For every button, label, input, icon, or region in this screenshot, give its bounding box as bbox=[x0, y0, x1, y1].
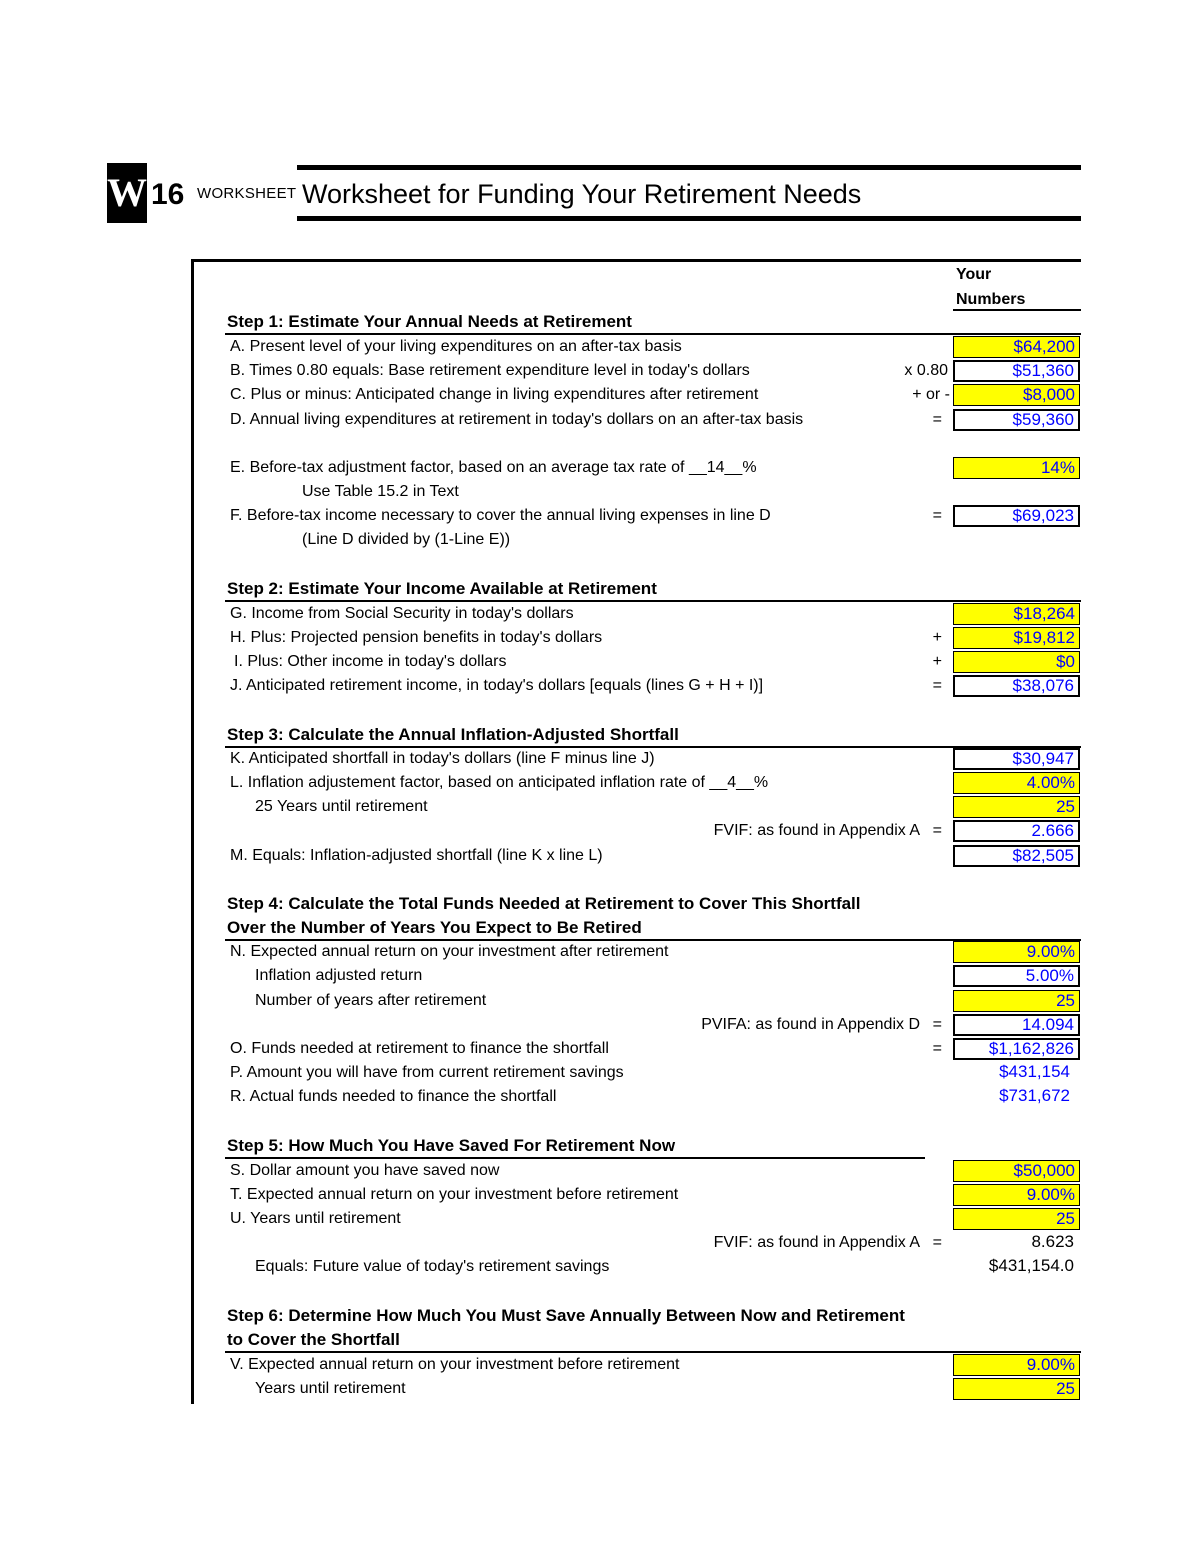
line-n-value[interactable]: 9.00% bbox=[953, 941, 1080, 963]
line-f-note: (Line D divided by (1-Line E)) bbox=[302, 531, 511, 548]
inflation-adjusted-return-value: 5.00% bbox=[953, 965, 1080, 987]
title-rule-bottom bbox=[297, 216, 1081, 221]
worksheet-badge-letter: W bbox=[107, 163, 147, 223]
step1-title: Step 1: Estimate Your Annual Needs at Retirement bbox=[227, 312, 632, 331]
line-s-label: S. Dollar amount you have saved now bbox=[230, 1162, 500, 1179]
years-after-retirement-value[interactable]: 25 bbox=[953, 990, 1080, 1012]
step5-fvif-operator: = bbox=[932, 1234, 942, 1251]
line-p-label: P. Amount you will have from current retirement savings bbox=[230, 1064, 624, 1081]
step5-fvif-label: FVIF: as found in Appendix A bbox=[713, 1234, 920, 1251]
step6-years-value[interactable]: 25 bbox=[953, 1378, 1080, 1400]
step6-title-line1: Step 6: Determine How Much You Must Save Annually Between Now and Retirement bbox=[227, 1306, 905, 1325]
column-header-your-numbers bbox=[956, 262, 1025, 312]
step4-title-line2: Over the Number of Years You Expect to Be Retired bbox=[227, 918, 642, 937]
line-n-label: N. Expected annual return on your investment after retirement bbox=[230, 943, 669, 960]
line-a-label: A. Present level of your living expenditures on an after-tax basis bbox=[230, 338, 682, 355]
title-rule-top bbox=[297, 165, 1081, 170]
line-d-value: $59,360 bbox=[953, 409, 1080, 431]
column-header-line2: Numbers bbox=[956, 291, 1026, 308]
page-title: Worksheet for Funding Your Retirement Needs bbox=[302, 179, 862, 209]
line-j-operator: = bbox=[932, 677, 942, 694]
line-u-value[interactable]: 25 bbox=[953, 1208, 1080, 1230]
line-c-operator: + or - bbox=[912, 386, 950, 403]
step3-title: Step 3: Calculate the Annual Inflation-Adjusted Shortfall bbox=[227, 725, 679, 744]
line-c-label: C. Plus or minus: Anticipated change in living expenditures after retirement bbox=[230, 386, 759, 403]
worksheet-frame-top bbox=[192, 259, 1081, 262]
pvifa-value: 14.094 bbox=[953, 1014, 1080, 1036]
line-t-value[interactable]: 9.00% bbox=[953, 1184, 1080, 1206]
column-header-line1: Your bbox=[956, 266, 992, 283]
line-i-operator: + bbox=[932, 653, 942, 670]
line-k-value: $30,947 bbox=[953, 748, 1080, 770]
line-o-operator: = bbox=[932, 1040, 942, 1057]
line-b-label: B. Times 0.80 equals: Base retirement expenditure level in today's dollars bbox=[230, 362, 750, 379]
line-i-value[interactable]: $0 bbox=[953, 651, 1080, 673]
step6-years-label: Years until retirement bbox=[255, 1380, 406, 1397]
line-h-value[interactable]: $19,812 bbox=[953, 627, 1080, 649]
line-f-operator: = bbox=[932, 507, 942, 524]
line-t-label: T. Expected annual return on your investment before retirement bbox=[230, 1186, 679, 1203]
line-u-label: U. Years until retirement bbox=[230, 1210, 401, 1227]
line-r-label: R. Actual funds needed to finance the shortfall bbox=[230, 1088, 557, 1105]
line-k-label: K. Anticipated shortfall in today's dollars (line F minus line J) bbox=[230, 750, 655, 767]
years-until-retirement-value[interactable]: 25 bbox=[953, 796, 1080, 818]
line-v-label: V. Expected annual return on your investment before retirement bbox=[230, 1356, 680, 1373]
line-p-value: $431,154 bbox=[999, 1062, 1070, 1081]
line-j-value: $38,076 bbox=[953, 675, 1080, 697]
line-o-value: $1,162,826 bbox=[953, 1038, 1080, 1060]
fvif-operator: = bbox=[932, 822, 942, 839]
line-h-operator: + bbox=[932, 629, 942, 646]
line-d-operator: = bbox=[932, 411, 942, 428]
line-b-operator: x 0.80 bbox=[904, 362, 948, 379]
fvif-value: 2.666 bbox=[953, 820, 1080, 842]
step2-title: Step 2: Estimate Your Income Available at Retirement bbox=[227, 579, 657, 598]
step6-title-line2: to Cover the Shortfall bbox=[227, 1330, 400, 1349]
line-r-value: $731,672 bbox=[999, 1086, 1070, 1105]
line-g-value[interactable]: $18,264 bbox=[953, 603, 1080, 625]
future-value-savings-label: Equals: Future value of today's retirement savings bbox=[255, 1258, 610, 1275]
line-m-label: M. Equals: Inflation-adjusted shortfall (line K x line L) bbox=[230, 847, 603, 864]
column-header-underline bbox=[953, 309, 1081, 311]
line-s-value[interactable]: $50,000 bbox=[953, 1160, 1080, 1182]
worksheet-frame-left bbox=[191, 259, 194, 1404]
pvifa-label: PVIFA: as found in Appendix D bbox=[701, 1016, 920, 1033]
line-f-value: $69,023 bbox=[953, 505, 1080, 527]
line-h-label: H. Plus: Projected pension benefits in today's dollars bbox=[230, 629, 603, 646]
line-e-value[interactable]: 14% bbox=[953, 457, 1080, 479]
inflation-adjusted-return-label: Inflation adjusted return bbox=[255, 967, 423, 984]
line-e-label: E. Before-tax adjustment factor, based on an average tax rate of __14__% bbox=[230, 459, 757, 476]
line-i-label: I. Plus: Other income in today's dollars bbox=[234, 653, 507, 670]
pvifa-operator: = bbox=[932, 1016, 942, 1033]
fvif-label: FVIF: as found in Appendix A bbox=[713, 822, 920, 839]
line-l-value[interactable]: 4.00% bbox=[953, 772, 1080, 794]
line-d-label: D. Annual living expenditures at retirement in today's dollars on an after-tax basis bbox=[230, 411, 804, 428]
step4-title-line1: Step 4: Calculate the Total Funds Needed at Retirement to Cover This Shortfall bbox=[227, 894, 861, 913]
line-v-value[interactable]: 9.00% bbox=[953, 1354, 1080, 1376]
line-j-label: J. Anticipated retirement income, in today's dollars [equals (lines G + H + I)] bbox=[230, 677, 764, 694]
line-l-label: L. Inflation adjustement factor, based on anticipated inflation rate of __4__% bbox=[230, 774, 769, 791]
line-o-label: O. Funds needed at retirement to finance the shortfall bbox=[230, 1040, 609, 1057]
line-a-value[interactable]: $64,200 bbox=[953, 336, 1080, 358]
line-c-value[interactable]: $8,000 bbox=[953, 384, 1080, 406]
worksheet-number: 16 bbox=[151, 178, 185, 211]
years-until-retirement-label: 25 Years until retirement bbox=[255, 798, 428, 815]
line-g-label: G. Income from Social Security in today's dollars bbox=[230, 605, 574, 622]
line-f-label: F. Before-tax income necessary to cover the annual living expenses in line D bbox=[230, 507, 771, 524]
step5-fvif-value: 8.623 bbox=[1031, 1232, 1074, 1251]
line-b-value: $51,360 bbox=[953, 360, 1080, 382]
line-e-note: Use Table 15.2 in Text bbox=[302, 483, 459, 500]
line-m-value: $82,505 bbox=[953, 845, 1080, 867]
future-value-savings-value: $431,154.0 bbox=[988, 1256, 1074, 1275]
years-after-retirement-label: Number of years after retirement bbox=[255, 992, 487, 1009]
worksheet-label: WORKSHEET bbox=[197, 185, 297, 202]
step5-title: Step 5: How Much You Have Saved For Retirement Now bbox=[227, 1136, 676, 1155]
